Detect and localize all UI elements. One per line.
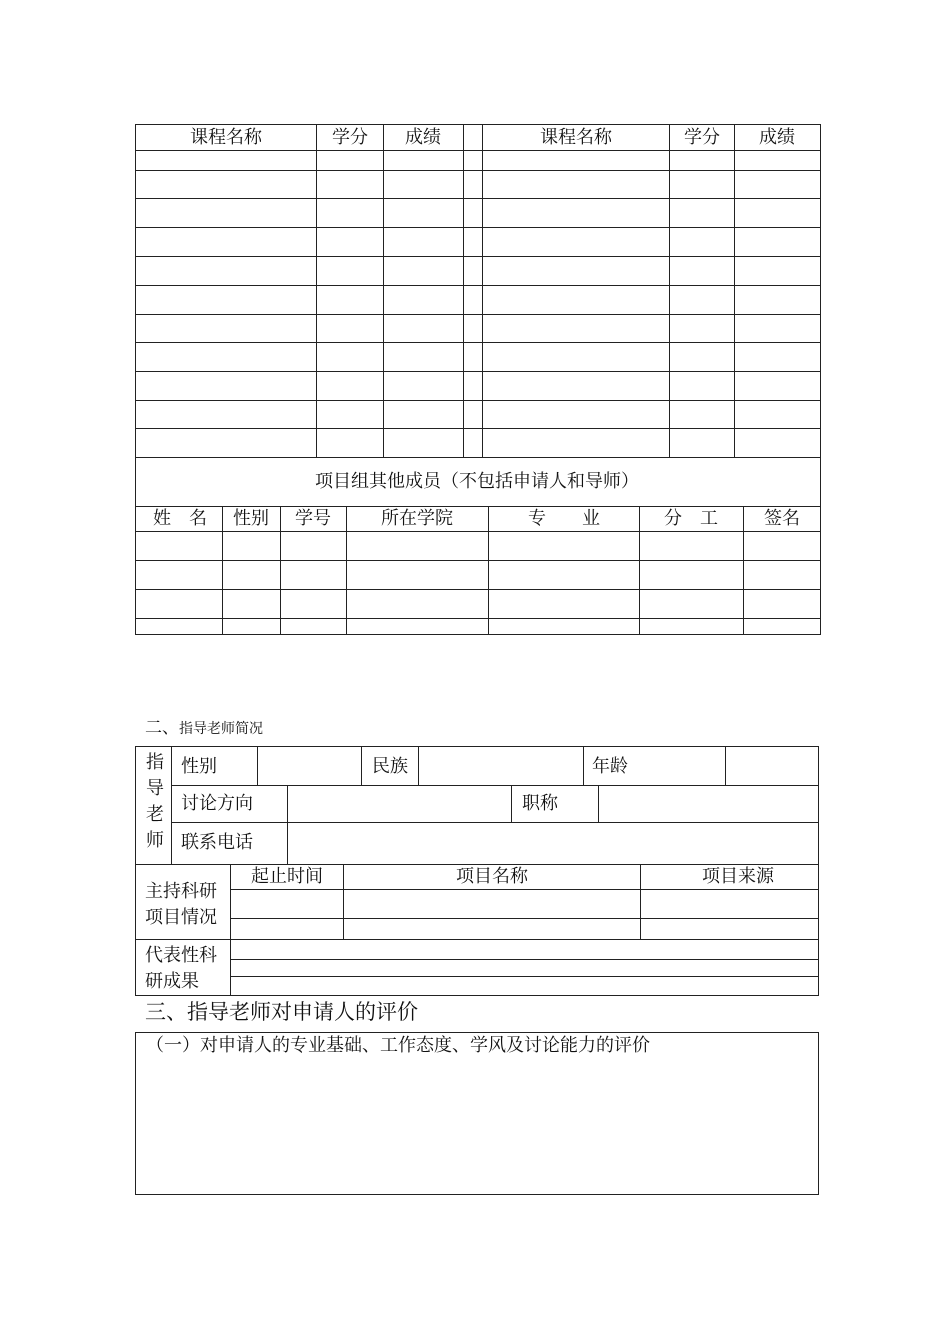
credit-header-left: 学分 <box>332 127 368 148</box>
side-char: 指 <box>146 752 164 773</box>
section-2-number: 二、 <box>145 718 179 738</box>
member-major-header: 专 业 <box>528 508 600 529</box>
research-direction-label: 讨论方向 <box>181 793 253 814</box>
members-title: 项目组其他成员（不包括申请人和导师） <box>315 471 639 492</box>
member-signature-header: 签名 <box>764 508 800 529</box>
age-label: 年龄 <box>592 756 628 777</box>
achievements-label <box>145 943 217 995</box>
member-role-header: 分 工 <box>664 508 718 529</box>
side-char: 老 <box>146 804 164 825</box>
side-char: 导 <box>146 778 164 799</box>
projects-label-line: 项目情况 <box>145 907 217 928</box>
evaluation-item-1: （一）对申请人的专业基础、工作态度、学风及讨论能力的评价 <box>146 1035 650 1056</box>
section-3-heading: 三、指导老师对申请人的评价 <box>145 1000 418 1024</box>
grade-header-left: 成绩 <box>405 127 441 148</box>
title-label: 职称 <box>522 793 558 814</box>
phone-label: 联系电话 <box>181 832 253 853</box>
achievements-label-line: 代表性科 <box>145 945 217 966</box>
proj-name-header: 项目名称 <box>456 866 528 887</box>
gender-label: 性别 <box>181 756 217 777</box>
credit-header-right: 学分 <box>684 127 720 148</box>
member-gender-header: 性别 <box>233 508 269 529</box>
proj-period-header: 起止时间 <box>251 866 323 887</box>
achievements-label-line: 研成果 <box>145 971 199 992</box>
advisor-side-label <box>146 750 164 854</box>
course-name-header-right: 课程名称 <box>540 127 612 148</box>
member-college-header: 所在学院 <box>381 508 453 529</box>
ethnic-label: 民族 <box>372 756 408 777</box>
section-2-title: 指导老师简况 <box>179 721 263 737</box>
grade-header-right: 成绩 <box>759 127 795 148</box>
course-name-header-left: 课程名称 <box>190 127 262 148</box>
side-char: 师 <box>146 830 164 851</box>
section-2-heading <box>145 713 263 738</box>
proj-source-header: 项目来源 <box>702 866 774 887</box>
projects-label <box>145 879 217 931</box>
member-name-header: 姓 名 <box>153 508 207 529</box>
member-id-header: 学号 <box>295 508 331 529</box>
projects-label-line: 主持科研 <box>145 881 217 902</box>
